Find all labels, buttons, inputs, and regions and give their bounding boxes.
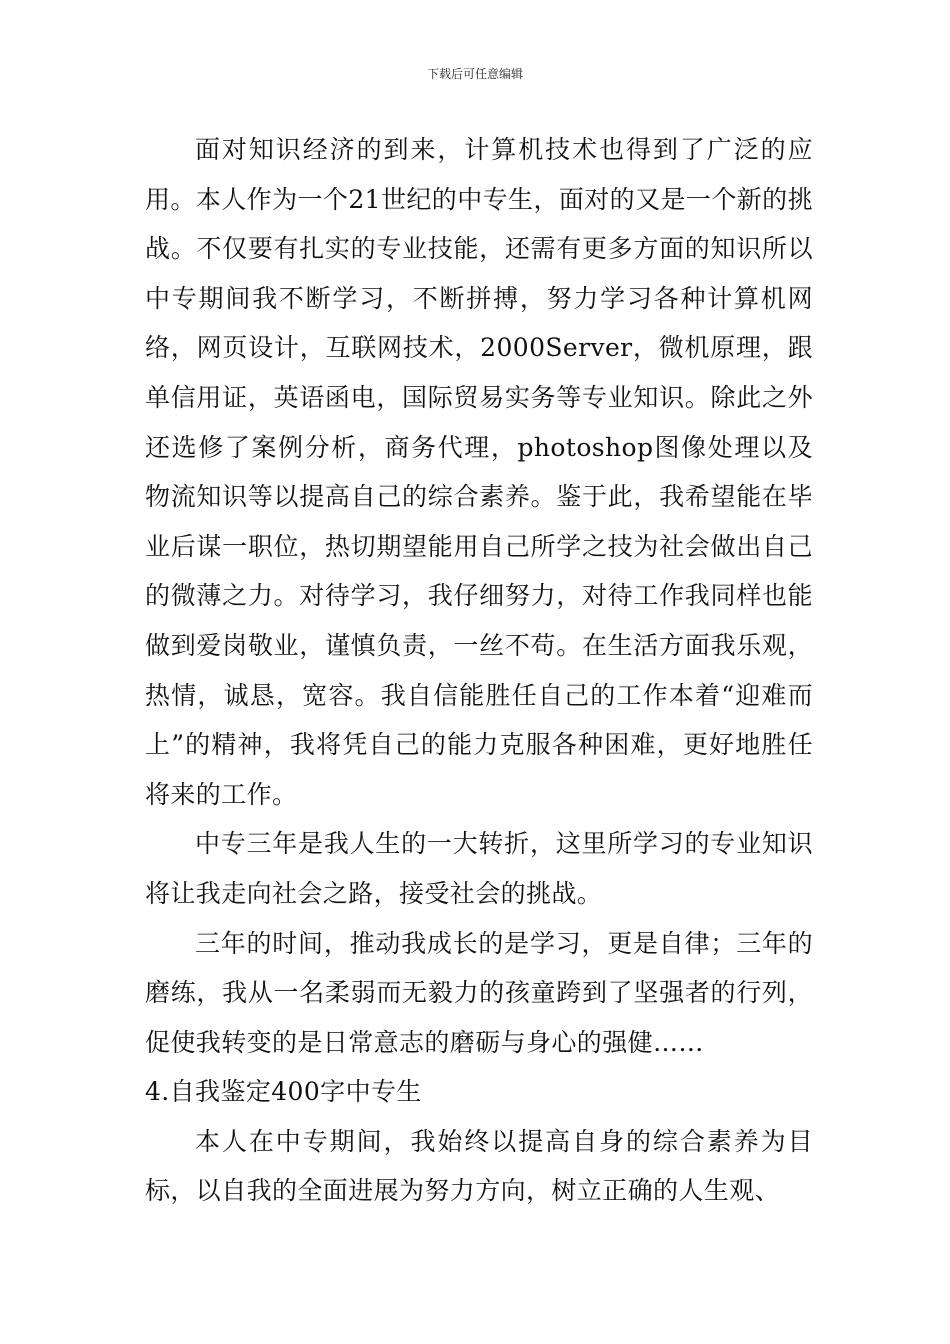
paragraph-1: 面对知识经济的到来，计算机技术也得到了广泛的应用。本人作为一个21世纪的中专生，面对的又是一个新的挑战。不仅要有扎实的专业技能，还需有更多方面的知识所以中专期间我不断学习，不断拼搏，努力学习各种计算机网络，网页设计，互联网技术，2000Server，微机原理，跟单信用证，英语函电，国际贸易实务等专业知识。除此之外还选修了案例分析，商务代理，photoshop图像处理以及物流知识等以提高自己的综合素养。鉴于此，我希望能在毕业后谋一职位，热切期望能用自己所学之技为社会做出自己的微薄之力。对待学习，我仔细努力，对待工作我同样也能做到爱岗敬业，谨慎负责，一丝不苟。在生活方面我乐观，热情，诚恳，宽容。我自信能胜任自己的工作本着“迎难而上”的精神，我将凭自己的能力克服各种困难，更好地胜任将来的工作。 bbox=[145, 135, 813, 809]
document-body bbox=[145, 125, 813, 1216]
paragraph-3: 三年的时间，推动我成长的是学习，更是自律；三年的磨练，我从一名柔弱而无毅力的孩童跨到了坚强者的行列，促使我转变的是日常意志的磨砺与身心的强健…… bbox=[145, 928, 813, 1057]
section-heading: 4.自我鉴定400字中专生 bbox=[145, 1077, 422, 1107]
paragraph-2: 中专三年是我人生的一大转折，这里所学习的专业知识将让我走向社会之路，接受社会的挑战。 bbox=[145, 829, 813, 908]
section-paragraph: 本人在中专期间，我始终以提高自身的综合素养为目标，以自我的全面进展为努力方向，树立正确的人生观、 bbox=[145, 1126, 813, 1206]
page-header: 下载后可任意编辑 bbox=[426, 67, 523, 81]
